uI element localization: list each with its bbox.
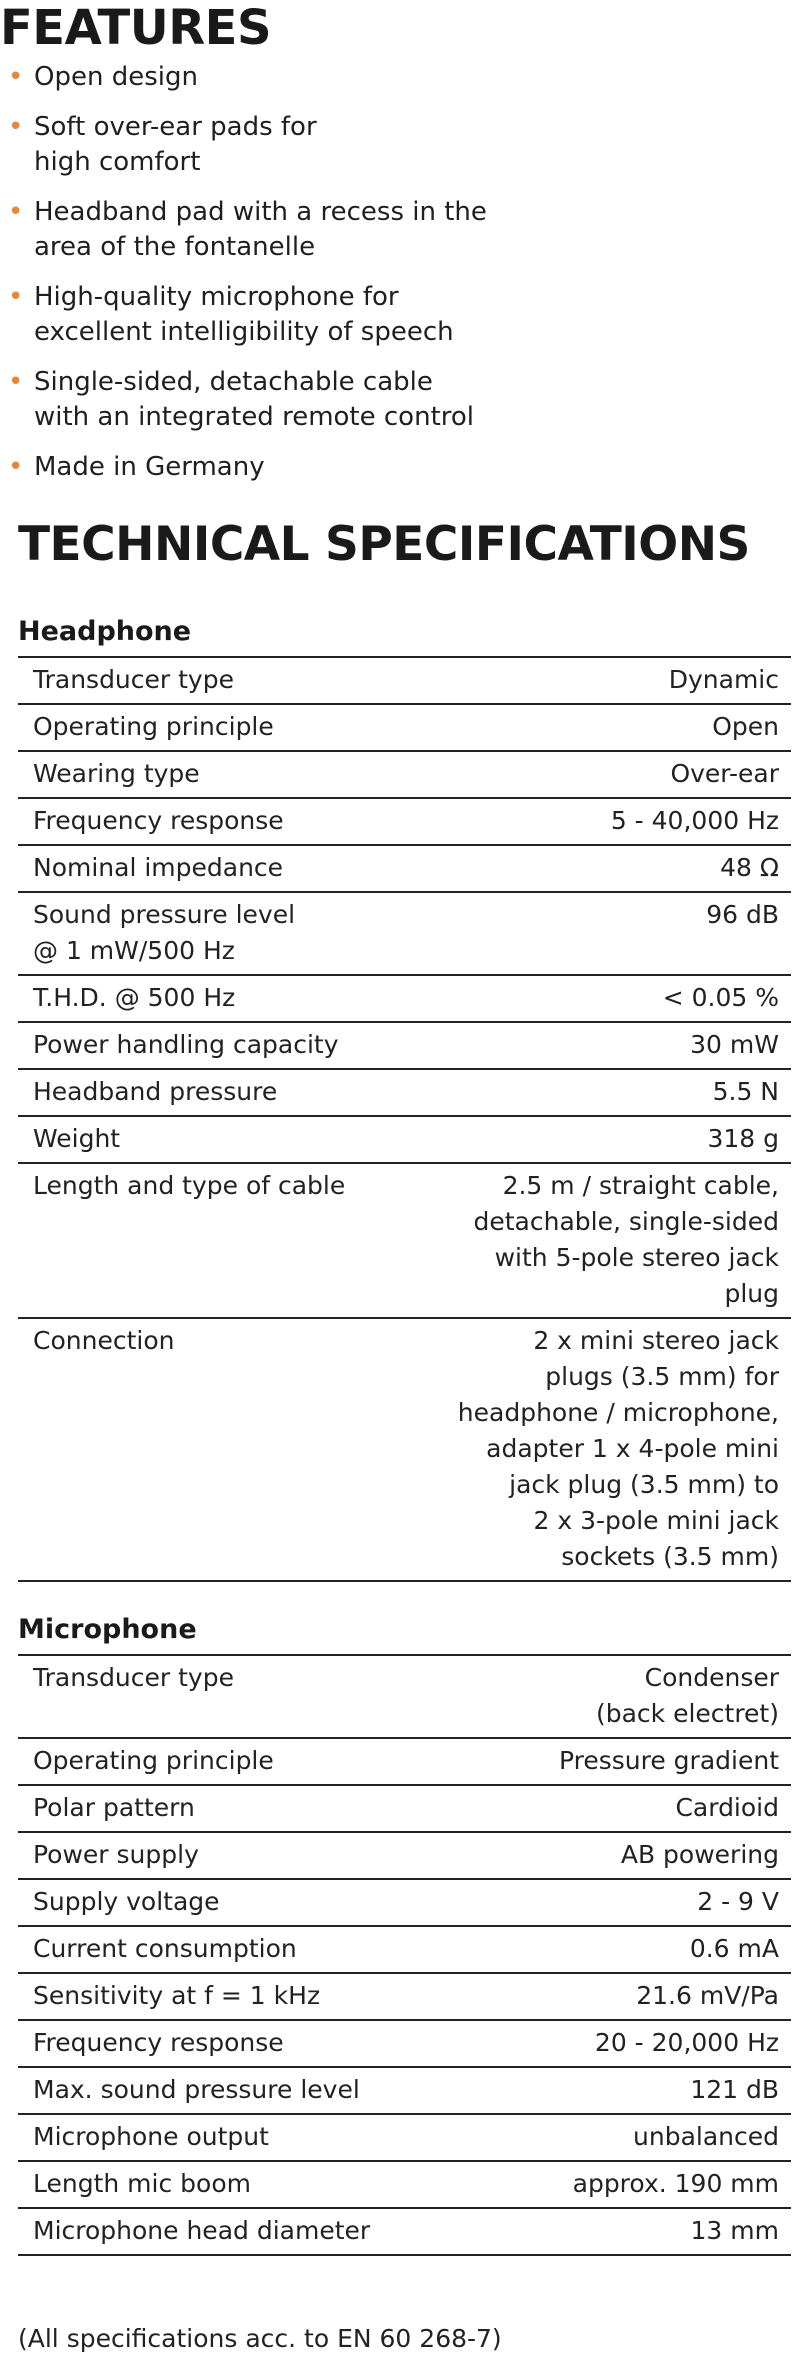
- spec-label: Length and type of cable: [33, 1171, 346, 1200]
- feature-text: Made in Germany: [34, 452, 265, 482]
- spec-row: [18, 1880, 791, 1927]
- spec-value: 20 - 20,000 Hz: [594, 2028, 779, 2057]
- microphone-section-title: Microphone: [18, 1613, 791, 1656]
- spec-row: [18, 1117, 791, 1164]
- feature-item: [0, 60, 560, 95]
- spec-row: [18, 1833, 791, 1880]
- spec-row: [18, 1927, 791, 1974]
- spec-label: Sound pressure level @ 1 mW/500 Hz: [33, 900, 296, 965]
- bullet-icon: •: [8, 112, 24, 142]
- spec-label: Sensitivity at f = 1 kHz: [33, 1981, 321, 2010]
- spec-label: Length mic boom: [33, 2169, 251, 2198]
- spec-label: Frequency response: [33, 806, 284, 835]
- microphone-spec-table: [18, 1656, 791, 2256]
- spec-row: [18, 1656, 791, 1739]
- spec-label: T.H.D. @ 500 Hz: [33, 983, 236, 1012]
- spec-row: [18, 1739, 791, 1786]
- spec-value: approx. 190 mm: [572, 2169, 779, 2198]
- spec-label: Power handling capacity: [33, 1030, 339, 1059]
- spec-row: [18, 799, 791, 846]
- spec-label: Transducer type: [33, 1663, 234, 1692]
- spec-label: Frequency response: [33, 2028, 284, 2057]
- spec-row: [18, 1164, 791, 1319]
- spec-row: [18, 976, 791, 1023]
- spec-row: [18, 752, 791, 799]
- spec-row: [18, 2162, 791, 2209]
- feature-item: [0, 110, 560, 180]
- bullet-icon: •: [8, 62, 24, 92]
- spec-value: 5 - 40,000 Hz: [610, 806, 779, 835]
- technical-specifications-heading: TECHNICAL SPECIFICATIONS: [18, 517, 750, 572]
- spec-value: 30 mW: [690, 1030, 779, 1059]
- spec-value: 13 mm: [690, 2216, 779, 2245]
- feature-text: Soft over-ear pads for high comfort: [34, 112, 317, 177]
- spec-row: [18, 1070, 791, 1117]
- spec-row: [18, 2068, 791, 2115]
- spec-row: [18, 846, 791, 893]
- spec-value: 48 Ω: [720, 853, 779, 882]
- spec-label: Nominal impedance: [33, 853, 284, 882]
- spec-value: Pressure gradient: [558, 1746, 779, 1775]
- feature-text: Open design: [34, 62, 198, 92]
- spec-value: unbalanced: [633, 2122, 779, 2151]
- spec-row: [18, 1023, 791, 1070]
- feature-list: [0, 60, 560, 500]
- feature-text: High-quality microphone for excellent intelligibility of speech: [34, 282, 454, 347]
- spec-value: 318 g: [707, 1124, 779, 1153]
- spec-row: [18, 2021, 791, 2068]
- spec-label: Power supply: [33, 1840, 199, 1869]
- feature-item: [0, 280, 560, 350]
- spec-row: [18, 1786, 791, 1833]
- spec-value: 0.6 mA: [689, 1934, 779, 1963]
- feature-text: Single-sided, detachable cable with an integrated remote control: [34, 367, 475, 432]
- spec-value: 5.5 N: [712, 1077, 779, 1106]
- spec-row: [18, 2209, 791, 2256]
- headphone-spec-table: [18, 658, 791, 1582]
- spec-value: Dynamic: [668, 665, 779, 694]
- spec-label: Supply voltage: [33, 1887, 220, 1916]
- feature-item: [0, 195, 560, 265]
- spec-value: 96 dB: [706, 900, 779, 929]
- bullet-icon: •: [8, 452, 24, 482]
- spec-row: [18, 705, 791, 752]
- headphone-section-title: Headphone: [18, 615, 791, 658]
- spec-label: Wearing type: [33, 759, 200, 788]
- spec-label: Weight: [33, 1124, 121, 1153]
- feature-item: [0, 365, 560, 435]
- spec-label: Max. sound pressure level: [33, 2075, 360, 2104]
- spec-label: Connection: [33, 1326, 175, 1355]
- spec-value: 21.6 mV/Pa: [636, 1981, 779, 2010]
- feature-item: [0, 450, 560, 485]
- spec-value: Condenser (back electret): [595, 1663, 779, 1728]
- spec-label: Microphone output: [33, 2122, 269, 2151]
- spec-label: Operating principle: [33, 712, 274, 741]
- spec-label: Transducer type: [33, 665, 234, 694]
- features-heading: FEATURES: [0, 0, 272, 56]
- bullet-icon: •: [8, 282, 24, 312]
- spec-value: 2.5 m / straight cable, detachable, single-sided with 5-pole stereo jack plug: [473, 1171, 779, 1308]
- spec-label: Polar pattern: [33, 1793, 195, 1822]
- spec-value: Cardioid: [675, 1793, 779, 1822]
- spec-value: 2 x mini stereo jack plugs (3.5 mm) for headphone / microphone, adapter 1 x 4-pole mini jack plug (3.5 mm) to 2 x 3-pole mini jack sockets (3.5 mm): [457, 1326, 779, 1571]
- spec-label: Microphone head diameter: [33, 2216, 371, 2245]
- feature-text: Headband pad with a recess in the area of the fontanelle: [34, 197, 487, 262]
- spec-row: [18, 893, 791, 976]
- microphone-spec-section: [18, 1613, 791, 2256]
- spec-value: Over-ear: [670, 759, 779, 788]
- spec-value: 2 - 9 V: [697, 1887, 779, 1916]
- specifications-footnote: (All specifications acc. to EN 60 268-7): [18, 2324, 502, 2353]
- spec-row: [18, 1974, 791, 2021]
- spec-value: Open: [712, 712, 779, 741]
- spec-label: Operating principle: [33, 1746, 274, 1775]
- headphone-spec-section: [18, 615, 791, 1582]
- spec-label: Headband pressure: [33, 1077, 278, 1106]
- bullet-icon: •: [8, 197, 24, 227]
- spec-row: [18, 2115, 791, 2162]
- spec-row: [18, 658, 791, 705]
- spec-row: [18, 1319, 791, 1582]
- spec-value: AB powering: [620, 1840, 779, 1869]
- bullet-icon: •: [8, 367, 24, 397]
- spec-value: 121 dB: [690, 2075, 779, 2104]
- spec-value: < 0.05 %: [662, 983, 779, 1012]
- spec-label: Current consumption: [33, 1934, 297, 1963]
